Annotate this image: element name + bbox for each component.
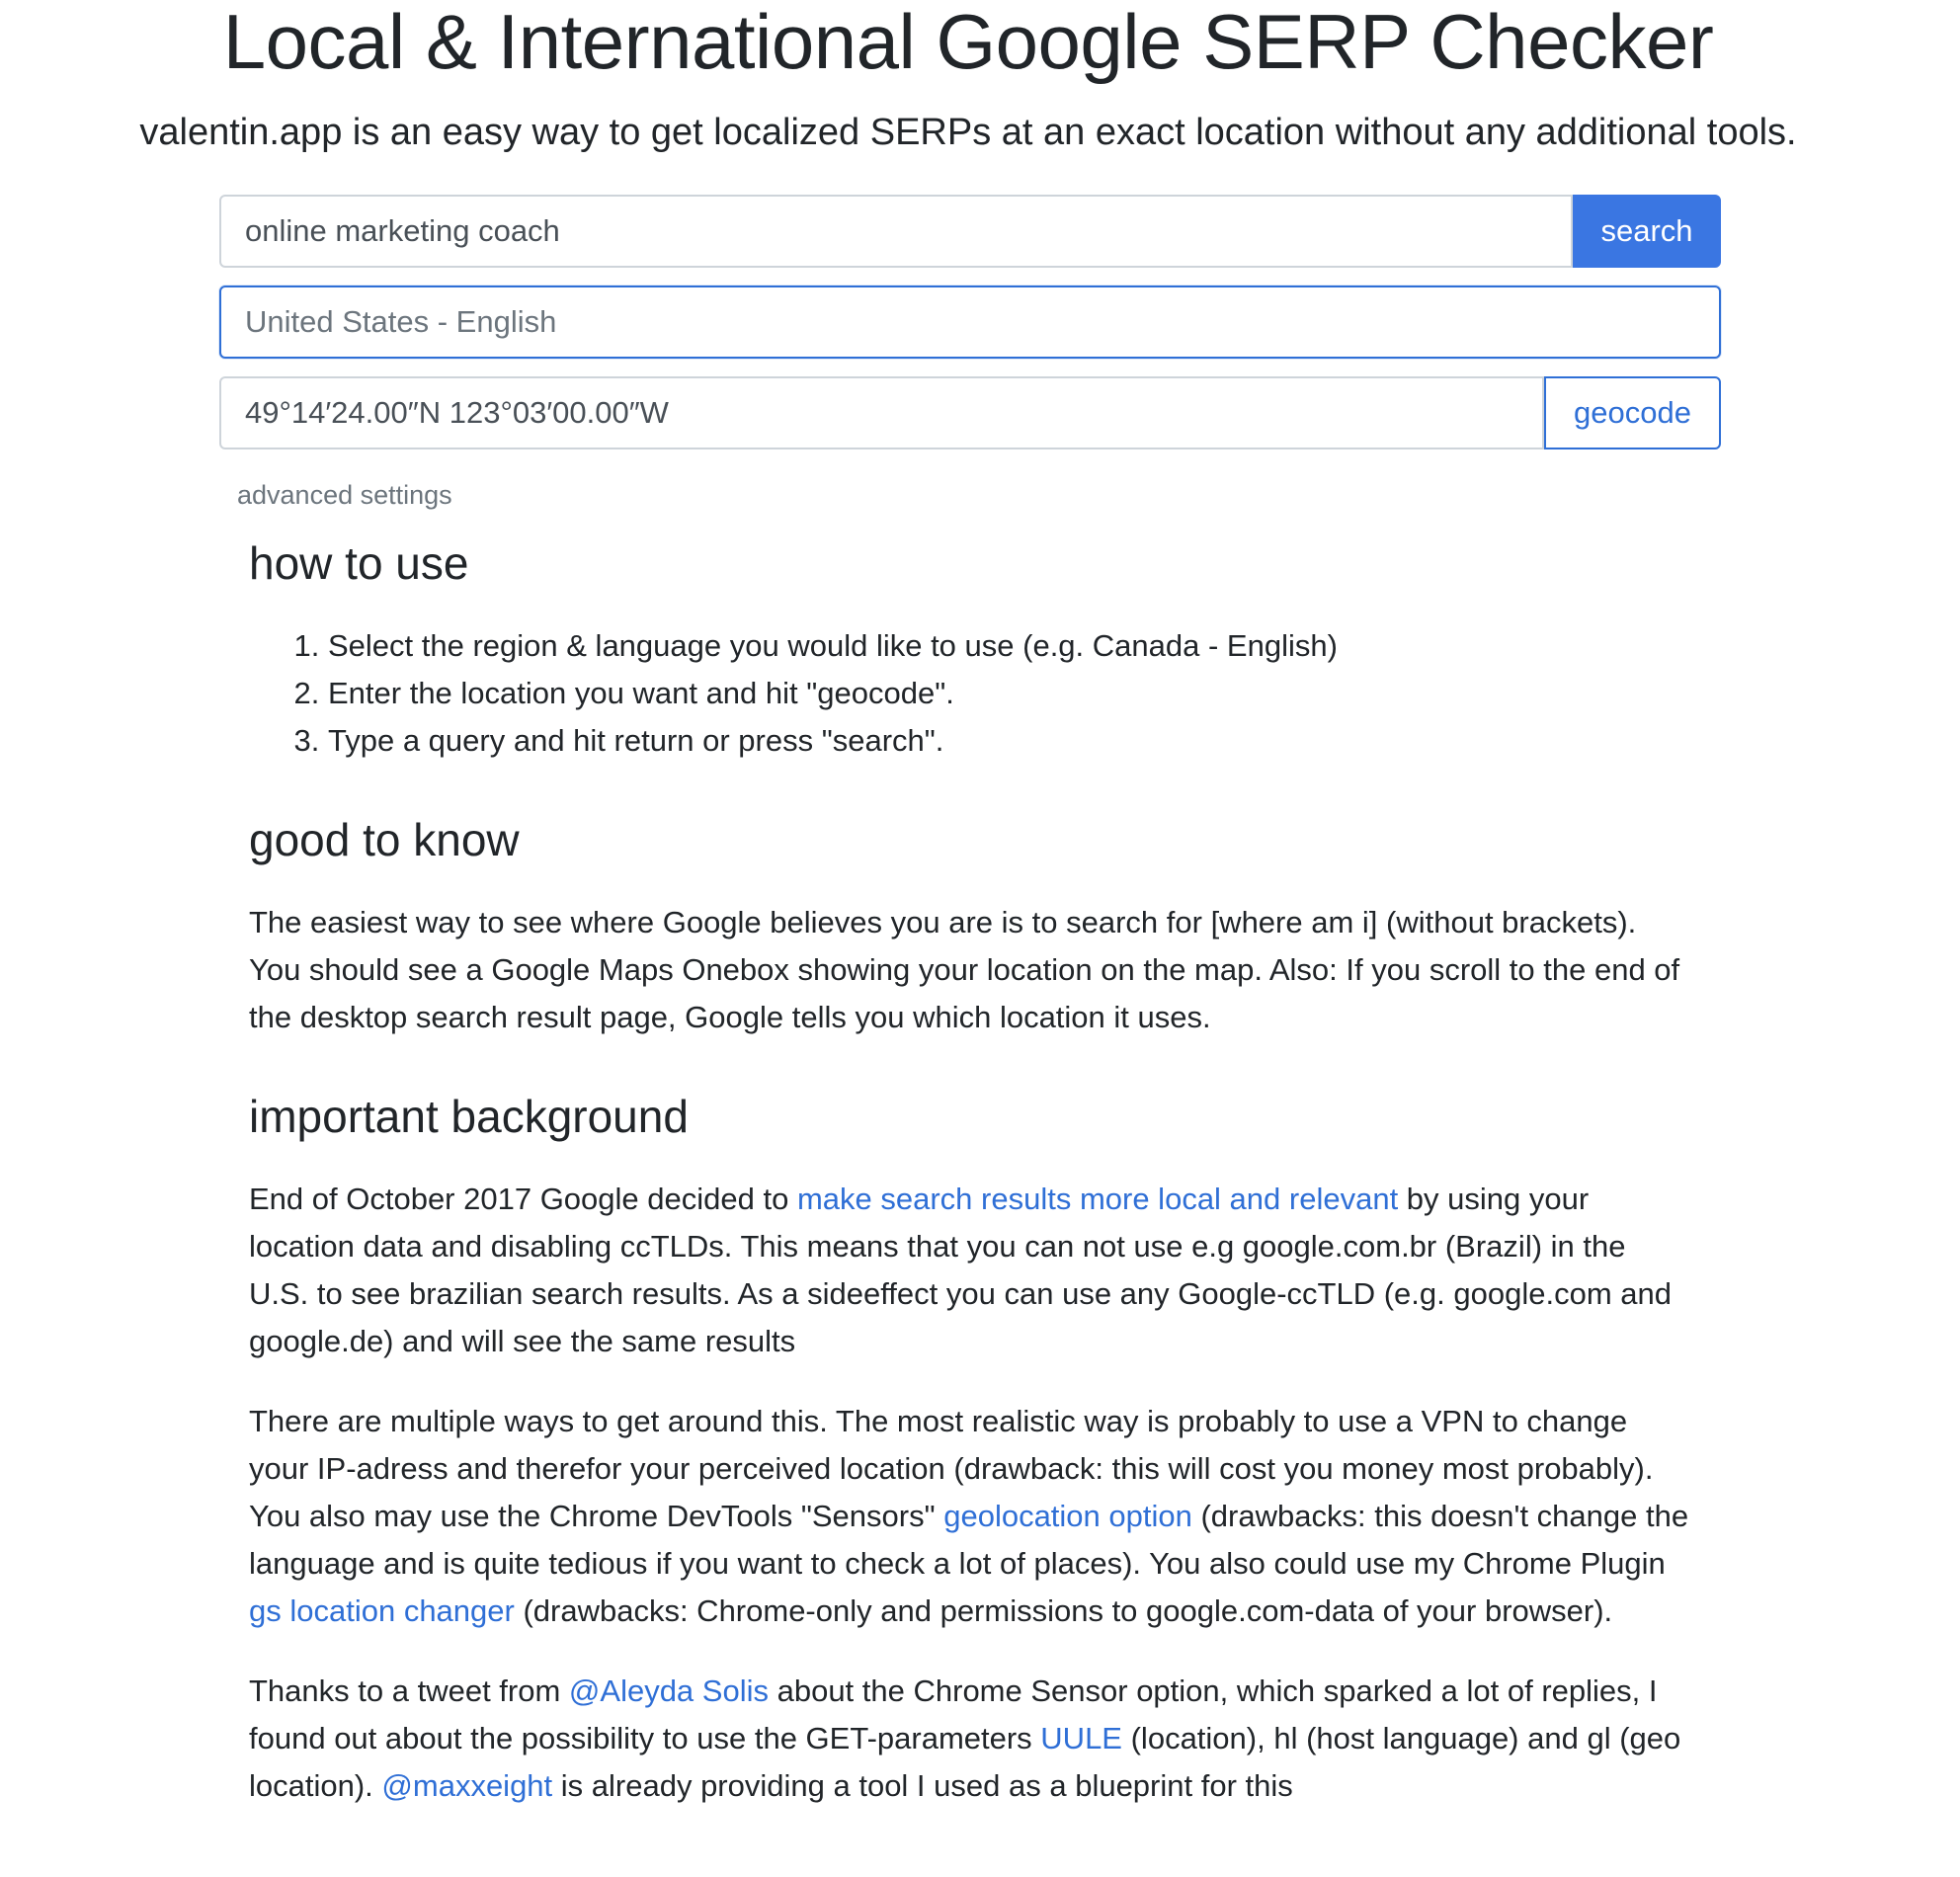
- page-subtitle: valentin.app is an easy way to get localized SERPs at an exact location without any additional tools.: [139, 112, 1797, 153]
- advanced-settings-link[interactable]: advanced settings: [237, 480, 452, 510]
- query-row: [219, 195, 1721, 268]
- how-to-use-heading: how to use: [249, 537, 469, 589]
- good-to-know-text: The easiest way to see where Google believes you are is to search for [where am i] (without brackets). You should see a Google Maps Onebox showing your location on the map. Also: If you scroll to the end of the desktop search result page, Google tells you which location it uses.: [249, 905, 1680, 1034]
- location-input[interactable]: 49°14′24.00″N 123°03′00.00″W: [219, 376, 1544, 449]
- location-row: [219, 376, 1721, 449]
- background-paragraph-1: End of October 2017 Google decided to make search results more local and relevant by using your location data and disabling ccTLDs. This means that you can not use e.g google.com.br (Brazil) in the U.S. to see brazilian search results. As a sideeffect you can use any Google-ccTLD (e.g. google.com and google.de) and will see the same results: [249, 1182, 1672, 1358]
- local-relevant-link[interactable]: make search results more local and relevant: [796, 1182, 1399, 1216]
- how-to-use-list: [249, 622, 1691, 765]
- background-paragraph-2: There are multiple ways to get around this. The most realistic way is probably to use a VPN to change your IP-adress and therefor your perceived location (drawback: this will cost you money most probably). You also may use the Chrome DevTools "Sensors" geolocation option (drawbacks: this doesn't change the language and is quite tedious if you want to check a lot of places). You also could use my Chrome Plugin gs location changer (drawbacks: Chrome-only and permissions to google.com-data of your browser).: [249, 1404, 1689, 1628]
- maxxeight-link[interactable]: @maxxeight: [381, 1768, 553, 1803]
- query-input[interactable]: online marketing coach: [219, 195, 1573, 268]
- geocode-button[interactable]: geocode: [1544, 376, 1721, 449]
- geolocation-option-link[interactable]: geolocation option: [943, 1499, 1192, 1533]
- region-language-input[interactable]: United States - English: [219, 286, 1721, 359]
- content-area: [249, 533, 1691, 1810]
- important-background-heading: important background: [249, 1091, 689, 1142]
- page-title: Local & International Google SERP Checker: [222, 0, 1714, 85]
- region-row: [219, 286, 1721, 359]
- background-paragraph-3: Thanks to a tweet from @Aleyda Solis about the Chrome Sensor option, which sparked a lot of replies, I found out about the possibility to use the GET-parameters UULE (location), hl (host language) and gl (geo location). @maxxeight is already providing a tool I used as a blueprint for this: [249, 1673, 1681, 1803]
- gs-location-changer-link[interactable]: gs location changer: [249, 1593, 515, 1628]
- uule-link[interactable]: UULE: [1040, 1721, 1122, 1755]
- list-item: 2. Enter the location you want and hit "geocode".: [328, 670, 1691, 717]
- aleyda-solis-link[interactable]: @Aleyda Solis: [568, 1673, 769, 1708]
- good-to-know-heading: good to know: [249, 814, 520, 865]
- search-button[interactable]: search: [1573, 195, 1721, 268]
- list-item: 3. Type a query and hit return or press "search".: [328, 717, 1691, 765]
- list-item: 1. Select the region & language you would like to use (e.g. Canada - English): [328, 622, 1691, 670]
